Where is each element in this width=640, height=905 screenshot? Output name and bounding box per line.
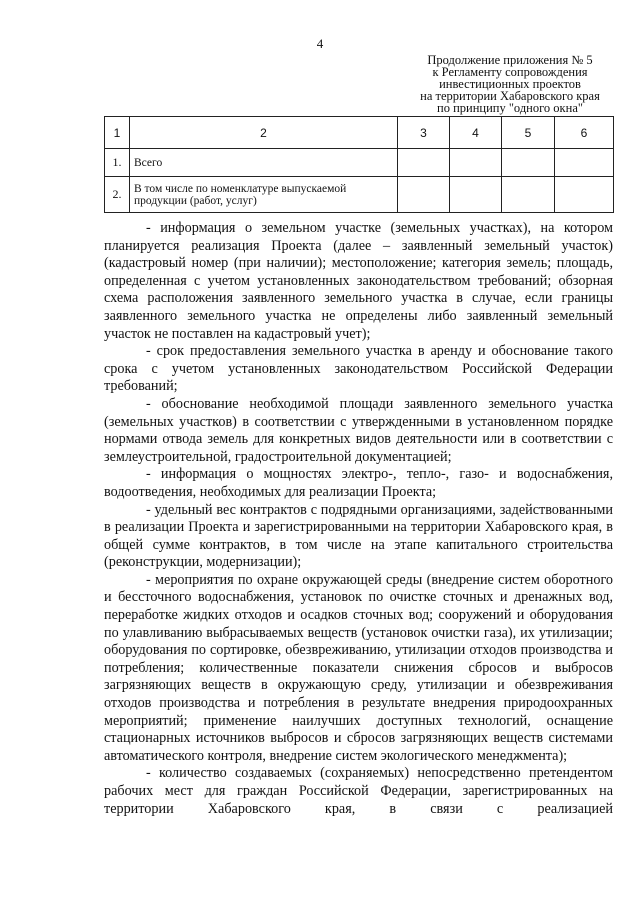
table-header-cell: 1 — [105, 117, 130, 149]
table-header-cell: 5 — [502, 117, 555, 149]
table-cell — [398, 149, 450, 177]
table-row — [105, 177, 614, 213]
paragraph-contractors-share: - удельный вес контрактов с подрядными организациями, задействованными в реализации Проекта и зарегистрированными на территории Хабаровского края, в общей сумме контрактов, в том числе на этапе капитального строительства (реконструкции, модернизации); — [104, 501, 613, 571]
appendix-header-line: на территории Хабаровского края — [420, 89, 600, 103]
appendix-header-line: инвестиционных проектов — [439, 77, 581, 91]
paragraph-lease-term: - срок предоставления земельного участка в аренду и обоснование такого срока с учетом установленных законодательством Российской Федерации требований; — [104, 343, 613, 395]
table-header-cell: 3 — [398, 117, 450, 149]
paragraph-utilities: - информация о мощностях электро-, тепло-, газо- и водоснабжения, водоотведения, необходимых для реализации Проекта; — [104, 466, 613, 500]
page-number: 4 — [316, 36, 324, 51]
table-row-label: В том числе по номенклатуре выпускаемой продукции (работ, услуг) — [130, 177, 398, 213]
appendix-header-line: к Регламенту сопровождения — [432, 65, 588, 79]
table-header-cell: 4 — [450, 117, 502, 149]
table-cell — [450, 149, 502, 177]
table-row-label: Всего — [130, 149, 398, 177]
table-header-cell: 6 — [555, 117, 614, 149]
table-cell — [450, 177, 502, 213]
appendix-header-line: по принципу "одного окна" — [437, 101, 583, 115]
paragraph-area-justification: - обоснование необходимой площади заявленного земельного участка (земельных участков) в соответствии с утвержденными в установленном порядке нормами отвода земель для конкретных видов деятельности или в соответствии с землеустроительной, градостроительной документацией; — [104, 395, 613, 465]
appendix-header — [405, 54, 615, 114]
table-header-cell: 2 — [130, 117, 398, 149]
table-cell — [555, 177, 614, 213]
body-text — [104, 220, 613, 818]
table-cell — [398, 177, 450, 213]
appendix-header-line: Продолжение приложения № 5 — [427, 53, 593, 67]
table-row — [105, 149, 614, 177]
products-table — [104, 116, 614, 213]
table-cell — [555, 149, 614, 177]
table-cell — [502, 177, 555, 213]
table-cell — [502, 149, 555, 177]
paragraph-land-plot-info: - информация о земельном участке (земельных участках), на котором планируется реализация Проекта (далее – заявленный земельный участок) (кадастровый номер (при наличии); местоположение; категория земель; площадь, определенная с учетом установленных законодательством требований; обзорная схема расположения заявленного земельного участка в случае, если границы заявленного земельного участка не определены либо заявленный земельный участок не поставлен на кадастровый учет); — [104, 220, 613, 342]
table-row-index: 1. — [105, 149, 130, 177]
table-row-index: 2. — [105, 177, 130, 213]
table-header-row — [105, 117, 614, 149]
paragraph-jobs: - количество создаваемых (сохраняемых) непосредственно претендентом рабочих мест для граждан Российской Федерации, зарегистрированных на территории Хабаровского края, в связи с реализацией — [104, 765, 613, 817]
paragraph-environment: - мероприятия по охране окружающей среды (внедрение систем оборотного и бессточного водоснабжения, установок по очистке сточных и дренажных вод, переработке жидких отходов и осадков сточных вод; сооружений и оборудования по улавливанию выбрасываемых веществ (установок очистки газа), их утилизации; оборудования по сортировке, обезвреживанию, утилизации отходов производства и потребления; количественные показатели снижения сбросов и выбросов загрязняющих веществ в окружающую среду, утилизации и обезвреживания отходов производства и потребления в результате внедрения природоохранных мероприятий; применение наилучших доступных технологий, оснащение стационарных источников выбросов и сбросов загрязняющих веществ системами автоматического контроля, внедрение систем экологического менеджмента); — [104, 571, 613, 764]
